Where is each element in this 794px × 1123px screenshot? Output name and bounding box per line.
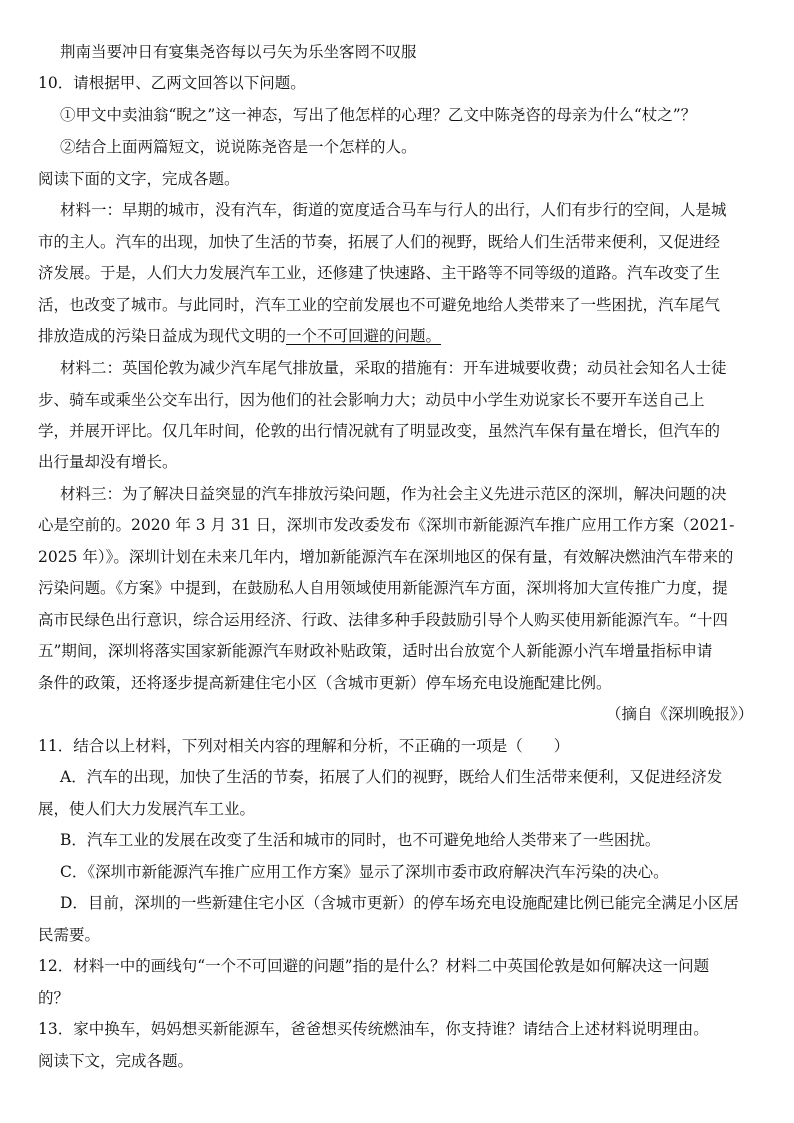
classical-text-line: 荆南当要冲日有宴集尧咨每以弓矢为乐坐客罔不叹服 bbox=[60, 43, 417, 61]
material-1-line-5 bbox=[38, 326, 441, 346]
material-1-line-1: 材料一：早期的城市，没有汽车，街道的宽度适合马车与行人的出行，人们有步行的空间，人是城 bbox=[60, 201, 727, 219]
option-c: C．《深圳市新能源汽车推广应用工作方案》显示了深圳市委市政府解决汽车污染的决心。 bbox=[60, 863, 669, 881]
material-3-line-6: 五”期间，深圳将落实国家新能源汽车财政补贴政策，适时出台放宽个人新能源小汽车增量指标申请 bbox=[38, 642, 713, 660]
material-1-line-3: 济发展。于是，人们大力发展汽车工业，还修建了快速路、主干路等不同等级的道路。汽车改变了生 bbox=[38, 264, 721, 282]
question-12-line-2: 的？ bbox=[38, 989, 70, 1007]
underlined-sentence: 一个不可回避的问题。 bbox=[286, 327, 442, 345]
material-3-line-5: 高市民绿色出行意识，综合运用经济、行政、法律多种手段鼓励引导个人购买使用新能源汽车。“十四 bbox=[38, 611, 728, 629]
option-a-line-2: 展，使人们大力发展汽车工业。 bbox=[38, 800, 256, 818]
material-2-line-2: 步、骑车或乘坐公交车出行，因为他们的社会影响力大；动员中小学生劝说家长不要开车送自己上 bbox=[38, 391, 705, 409]
material-3-line-7: 条件的政策，还将逐步提高新建住宅小区（含城市更新）停车场充电设施配建比例。 bbox=[38, 674, 612, 692]
material-1-line-5-text: 排放造成的污染日益成为现代文明的 bbox=[38, 327, 287, 345]
reading-instruction-2: 阅读下文，完成各题。 bbox=[38, 1052, 194, 1070]
material-3-line-2: 心是空前的。2020 年 3 月 31 日，深圳市发改委发布《深圳市新能源汽车推广应用工作方案（2021- bbox=[38, 516, 735, 534]
material-3-line-1: 材料三：为了解决日益突显的汽车排放污染问题，作为社会主义先进示范区的深圳，解决问题的决 bbox=[60, 485, 727, 503]
reading-instruction: 阅读下面的文字，完成各题。 bbox=[38, 170, 240, 188]
material-2-line-3: 学，并展开评比。仅几年时间，伦敦的出行情况就有了明显改变，虽然汽车保有量在增长，但汽车的 bbox=[38, 422, 721, 440]
question-10-part-2: ②结合上面两篇短文，说说陈尧咨是一个怎样的人。 bbox=[60, 138, 417, 156]
option-a-line-1: A．汽车的出现，加快了生活的节奏，拓展了人们的视野，既给人们生活带来便利，又促进经济发 bbox=[60, 768, 723, 786]
material-3-line-3: 2025 年）》。深圳计划在未来几年内，增加新能源汽车在深圳地区的保有量，有效解决燃油汽车带来的 bbox=[38, 548, 734, 566]
material-3-line-4: 污染问题。《方案》中提到，在鼓励私人自用领域使用新能源汽车方面，深圳将加大宣传推广力度，提 bbox=[38, 579, 728, 597]
option-d-line-1: D．目前，深圳的一些新建住宅小区（含城市更新）的停车场充电设施配建比例已能完全满足小区居 bbox=[60, 894, 739, 912]
source-citation: （摘自《深圳晚报》） bbox=[606, 705, 754, 723]
option-d-line-2: 民需要。 bbox=[38, 926, 101, 944]
question-13: 13．家中换车，妈妈想买新能源车，爸爸想买传统燃油车，你支持谁？请结合上述材料说明理由。 bbox=[38, 1020, 709, 1038]
question-11: 11．结合以上材料，下列对相关内容的理解和分析，不正确的一项是（ ） bbox=[38, 737, 570, 755]
material-2-line-1: 材料二：英国伦敦为减少汽车尾气排放量，采取的措施有：开车进城要收费；动员社会知名人士徒 bbox=[60, 359, 727, 377]
material-2-line-4: 出行量却没有增长。 bbox=[38, 453, 178, 471]
material-1-line-2: 市的主人。汽车的出现，加快了生活的节奏，拓展了人们的视野，既给人们生活带来便利，又促进经 bbox=[38, 233, 721, 251]
question-10: 10．请根据甲、乙两文回答以下问题。 bbox=[38, 74, 306, 92]
material-1-line-4: 活，也改变了城市。与此同时，汽车工业的空前发展也不可避免地给人类带来了一些困扰，汽车尾气 bbox=[38, 296, 721, 314]
question-10-part-1: ①甲文中卖油翁“睨之”这一神态，写出了他怎样的心理？乙文中陈尧咨的母亲为什么“杖之”？ bbox=[60, 106, 697, 124]
option-b: B．汽车工业的发展在改变了生活和城市的同时，也不可避免地给人类带来了一些困扰。 bbox=[60, 831, 661, 849]
question-12-line-1: 12．材料一中的画线句“一个不可回避的问题”指的是什么？材料二中英国伦敦是如何解决这一问题 bbox=[38, 957, 710, 975]
